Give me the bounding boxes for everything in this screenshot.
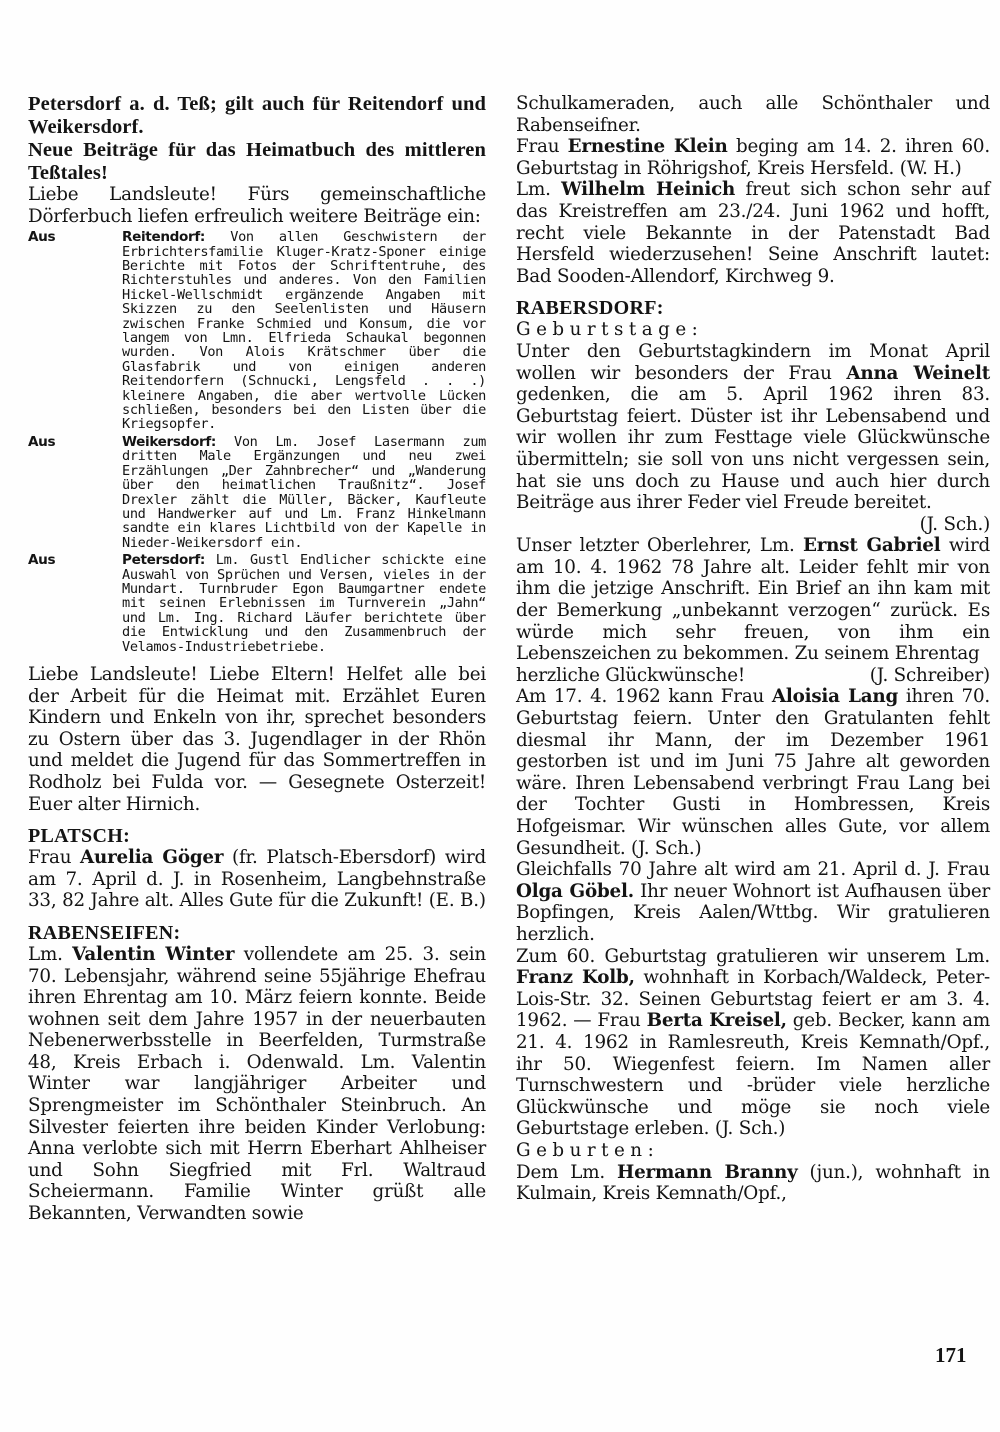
- section-title-rabenseifen: RABENSEIFEN:: [28, 921, 181, 944]
- gabriel-closing-line: [516, 665, 990, 687]
- entry-prefix: Zum 60. Geburtstag gratulieren wir unserem Lm.: [516, 945, 990, 967]
- article-heading: Petersdorf a. d. Teß; gilt auch für Reitendorf und Weikersdorf.: [28, 93, 486, 138]
- person-name: Franz Kolb,: [516, 967, 635, 989]
- entry-text: beging am 14. 2. ihren 60. Geburtstag in Röhrigshof, Kreis Hersfeld. (W. H.): [516, 136, 990, 179]
- entry-klein: [516, 136, 990, 179]
- continuation-paragraph: Schulkameraden, auch alle Schönthaler und Rabenseifner.: [516, 93, 990, 136]
- contribution-text: Von allen Geschwistern der Erbrichtersfamilie Kluger-Kratz-Sponer einige Berichte mit Fotos der Schriftentruhe, des Richterstuhles und anderes. Von den Familien Hickel-Wellschmidt ergänzende Angaben mit Skizzen zu den Seelenlisten und Häusern zwischen Franke Schmied und Konsum, die vor langem von Lmn. Elfrieda Schaukal begonnen wurden. Von Alois Krätschmer über die Glasfabrik und von einigen anderen Reitendorfern (Schnucki, Lengsfeld . . .) kleinere Angaben, die aber wertvolle Lücken schließen, besonders bei den Listen über die Kriegsopfer.: [122, 229, 486, 433]
- subsection-birthdays: Geburtstage:: [516, 319, 704, 341]
- contribution-text: Lm. Gustl Endlicher schickte eine Auswahl von Sprüchen und Versen, vieles in der Mundart. Turnbruder Egon Baumgartner endete mit seinen Erlebnissen im Turnverein „Jahn“ und Lm. Ing. Richard Läufer berichtete über die Entwicklung und den Zusammenbruch der Velamos-Industriebetriebe.: [122, 552, 486, 655]
- person-name: Wilhelm Heinich: [561, 179, 736, 201]
- contribution-place: Reitendorf:: [122, 229, 206, 246]
- entry-heinich: [516, 179, 990, 287]
- entry-text: freut sich schon sehr auf das Kreistreffen am 23./24. Juni 1962 und hofft, recht viele Bekannte in der Patenstadt Bad Hersfeld wiederzusehen! Seine Anschrift lautet: Bad Sooden-Allendorf, Kirchweg 9.: [516, 179, 990, 287]
- entry-text: ihren 70. Geburtstag feiern. Unter den Gratulanten fehlt diesmal ihr Mann, der im Dezember 1961 gestorben ist und im Juni 75 Jahre alt geworden wäre. Ihren Lebensabend verbringt Frau Lang bei der Tochter Gusti in Hombressen, Kreis Hofgeismar. Wir wünschen alles Gute, vor allem Gesundheit. (J. Sch.): [516, 686, 990, 859]
- entry-weinelt: [516, 341, 990, 514]
- person-name: Anna Weinelt: [846, 362, 990, 384]
- entry-prefix: Am 17. 4. 1962 kann Frau: [516, 686, 772, 708]
- person-name: Olga Göbel.: [516, 880, 634, 902]
- entry-prefix: Gleichfalls 70 Jahre alt wird am 21. April d. J. Frau: [516, 859, 990, 881]
- entry-text: (fr. Platsch-Ebersdorf) wird am 7. April d. J. in Rosenheim, Langbehnstraße 33, 82 Jahre alt. Alles Gute für die Zukunft! (E. B.): [28, 847, 486, 912]
- section-title-platsch: PLATSCH:: [28, 825, 131, 848]
- entry-kolb-kreisel: [516, 946, 990, 1140]
- entry-branny: [516, 1162, 990, 1205]
- section-title-rabersdorf: RABERSDORF:: [516, 297, 664, 320]
- entry-gabriel: [516, 535, 990, 665]
- person-name: Valentin Winter: [72, 943, 235, 965]
- left-column: [28, 93, 486, 1225]
- entry-goebel: [516, 859, 990, 945]
- entry-prefix: Dem Lm.: [516, 1161, 618, 1183]
- entry-prefix: Lm.: [28, 943, 73, 965]
- contribution-reitendorf: [28, 230, 486, 432]
- entry-text: wird am 10. 4. 1962 78 Jahre alt. Leider fehlt mir von ihm die jetzige Anschrift. Ein Brief an ihn kam mit der Bemerkung „unbekannt verzogen“ zurück. Es würde mich sehr freuen, von ihm ein Lebenszeichen zu bekommen. Zu seinem Ehrentag: [516, 535, 990, 665]
- entry-text: (jun.), wohnhaft in Kulmain, Kreis Kemnath/Opf.,: [516, 1161, 990, 1205]
- entry-prefix: Lm.: [516, 179, 562, 201]
- closing-text: herzliche Glückwünsche!: [516, 664, 745, 686]
- contribution-prefix: Aus: [28, 229, 56, 246]
- entry-winter: [28, 944, 486, 1225]
- contribution-prefix: Aus: [28, 552, 56, 569]
- right-column: [516, 93, 990, 1205]
- person-name: Ernst Gabriel: [802, 535, 941, 557]
- entry-prefix: Frau: [28, 847, 81, 869]
- signature: (J. Sch.): [919, 513, 990, 535]
- person-name: Aurelia Göger: [80, 847, 224, 869]
- person-name: Ernestine Klein: [567, 136, 728, 158]
- subsection-births: Geburten:: [516, 1139, 660, 1161]
- entry-text: geb. Becker, kann am 21. 4. 1962 in Ramlesreuth, Kreis Kemnath/Opf., ihr 50. Wiegenfest feiern. Im Namen aller Turnschwestern und -brüder viele herzliche Glückwünsche und möge sie noch viele Geburtstage erleben. (J. Sch.): [516, 1010, 990, 1140]
- article-subheading: Neue Beiträge für das Heimatbuch des mittleren Teßtales!: [28, 139, 486, 184]
- entry-prefix: Unser letzter Oberlehrer, Lm.: [516, 535, 803, 557]
- contribution-petersdorf: [28, 553, 486, 654]
- person-name: Berta Kreisel,: [646, 1010, 787, 1032]
- contribution-place: Petersdorf:: [122, 552, 205, 569]
- appeal-paragraph: Liebe Landsleute! Liebe Eltern! Helfet alle bei der Arbeit für die Heimat mit. Erzählet Euren Kindern und Enkeln von ihr, sprechet besonders zu Ostern über das 3. Jugendlager in der Rhön und meldet die Jugend für das Sommertreffen in Rodholz bei Fulda vor. — Gesegnete Osterzeit! Euer alter Hirnich.: [28, 663, 486, 815]
- person-name: Aloisia Lang: [771, 686, 899, 708]
- contribution-place: Weikersdorf:: [122, 433, 217, 450]
- signature: (J. Schreiber): [869, 664, 990, 686]
- page-number: 171: [935, 1343, 967, 1367]
- intro-paragraph: Liebe Landsleute! Fürs gemeinschaftliche Dörferbuch liefen erfreulich weitere Beiträge ein:: [28, 184, 486, 227]
- entry-text: gedenken, die am 5. April 1962 ihren 83. Geburtstag feiert. Düster ist ihr Lebensabend und wir wollen ihr zum Festtage viele Glückwünsche übermitteln; sie soll von uns nicht vergessen sein, hat sie uns doch zu Hause und auch hier durch Beiträge aus ihrer Feder viel Freude bereitet.: [516, 384, 990, 514]
- entry-text: wohnhaft in Korbach/Waldeck, Peter-Lois-Str. 32. Seinen Geburtstag feiert er am 3. 4. 1962. — Frau: [516, 967, 990, 1032]
- contribution-prefix: Aus: [28, 433, 56, 450]
- entry-prefix: Frau: [516, 136, 568, 158]
- entry-text: Ihr neuer Wohnort ist Aufhausen über Bopfingen, Kreis Aalen/Wttbg. Wir gratulieren herzlich.: [516, 880, 990, 945]
- person-name: Hermann Branny: [617, 1161, 798, 1183]
- entry-prefix: Unter den Geburtstagkindern im Monat April wollen wir besonders der Frau: [516, 340, 990, 384]
- entry-text: vollendete am 25. 3. sein 70. Lebensjahr, während seine 55jährige Ehefrau ihren Ehrentag am 10. März feiern konnte. Beide wohnen seit dem Jahre 1957 in der neuerbauten Nebenerwerbsstelle in Beerfelden, Turmstraße 48, Kreis Erbach i. Odenwald. Lm. Valentin Winter war langjähriger Arbeiter und Sprengmeister im Schönthaler Steinbruch. An Silvester feierten ihre beiden Kinder Verlobung: Anna verlobte sich mit Herrn Eberhart Ahlheiser und Sohn Siegfried mit Frl. Waltraud Scheiermann. Familie Winter grüßt alle Bekannten, Verwandten sowie: [28, 943, 486, 1225]
- contribution-text: Von Lm. Josef Lasermann zum dritten Male Ergänzungen und neu zwei Erzählungen „Der Zahnbrecher“ und „Wanderung über den heimatlichen Traußnitz“. Josef Drexler zählt die Müller, Bäcker, Kaufleute und Handwerker auf und Lm. Franz Hinkelmann sandte ein klares Lichtbild von der Kapelle in Nieder-Weikersdorf ein.: [122, 433, 486, 551]
- entry-goeger: [28, 847, 486, 912]
- entry-lang: [516, 686, 990, 859]
- contribution-weikersdorf: [28, 435, 486, 550]
